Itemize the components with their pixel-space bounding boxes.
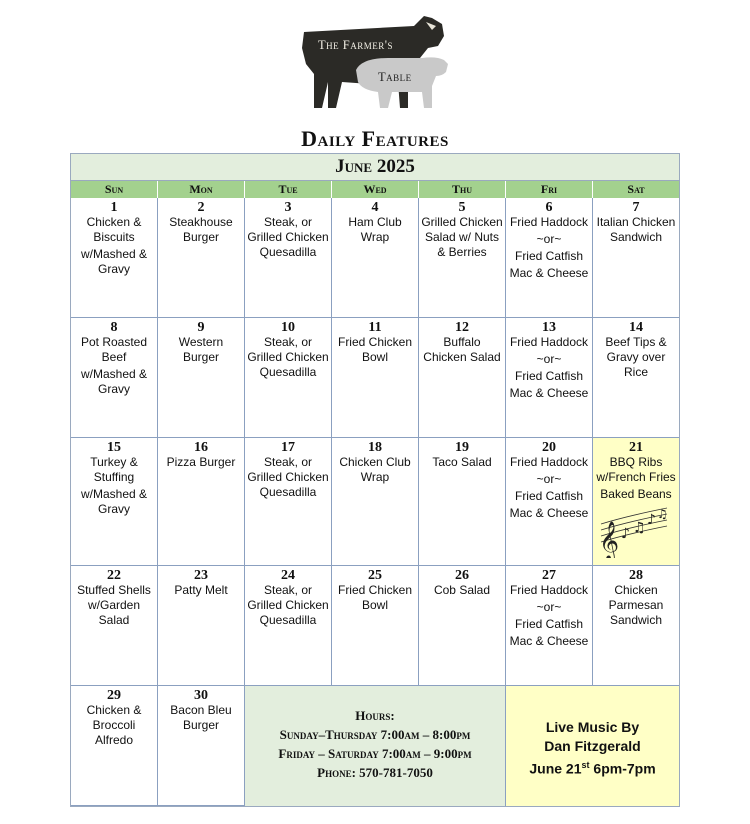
menu-item-line: Stuffed Shells (77, 583, 151, 597)
menu-item-line: ~or~ (536, 232, 562, 246)
hours-box (245, 686, 506, 806)
cow-and-pig-icon (296, 12, 456, 114)
menu-item-line: Fried Haddock (509, 215, 589, 229)
menu-item-line: Fried Haddock (509, 335, 589, 349)
day-cell-11 (332, 318, 419, 438)
menu-item-line: Ham Club (348, 215, 402, 229)
menu-item-line: Grilled Chicken (421, 215, 503, 229)
menu-item-line: Steak, or (263, 455, 313, 469)
day-number: 17 (281, 440, 295, 455)
day-number: 30 (194, 688, 208, 703)
day-number: 7 (632, 200, 640, 215)
day-cell-20 (506, 438, 593, 566)
menu-item-line: Gravy (97, 502, 130, 516)
day-of-week-header (71, 181, 679, 198)
live-music-date (506, 756, 679, 779)
day-number: 25 (368, 568, 382, 583)
menu-item-line: Steak, or (263, 335, 313, 349)
day-cell-8 (71, 318, 158, 438)
day-cell-5 (419, 198, 506, 318)
menu-item-line: Stuffing (93, 470, 135, 484)
day-cell-19 (419, 438, 506, 566)
day-number: 9 (197, 320, 205, 335)
menu-item-line: Quesadilla (259, 245, 317, 259)
day-number: 20 (542, 440, 556, 455)
day-cell-15 (71, 438, 158, 566)
day-cell-4 (332, 198, 419, 318)
month-heading: June 2025 (71, 154, 679, 181)
day-cell-6 (506, 198, 593, 318)
menu-item-line: Bacon Bleu (170, 703, 232, 717)
menu-item-line: Mac & Cheese (509, 634, 589, 648)
day-cell-22 (71, 566, 158, 686)
day-number: 16 (194, 440, 208, 455)
day-cell-25 (332, 566, 419, 686)
day-cell-27 (506, 566, 593, 686)
music-notes-icon (597, 504, 671, 563)
menu-item-line: Fried Catfish (514, 369, 584, 383)
menu-item-line: w/French Fries (596, 470, 676, 484)
logo-text-line2: Table (378, 70, 412, 84)
day-number: 12 (455, 320, 469, 335)
menu-item-line: Rice (623, 365, 648, 379)
live-music-date-suffix: st (581, 760, 590, 770)
menu-item-line: Gravy (97, 262, 130, 276)
menu-item-line: Broccoli (92, 718, 136, 732)
menu-item-line: Mac & Cheese (509, 506, 589, 520)
menu-item-line: Buffalo (443, 335, 481, 349)
day-number: 11 (368, 320, 382, 335)
menu-item-line: Grilled Chicken (247, 350, 329, 364)
menu-item-line: Sandwich (609, 230, 663, 244)
day-cell-28 (593, 566, 679, 686)
menu-item-line: Patty Melt (174, 583, 228, 597)
day-number: 3 (284, 200, 292, 215)
menu-item-line: Burger (182, 230, 220, 244)
menu-item-line: Italian Chicken (596, 215, 676, 229)
day-cell-24 (245, 566, 332, 686)
day-cell-14 (593, 318, 679, 438)
menu-item-line: Taco Salad (432, 455, 492, 469)
day-number: 18 (368, 440, 382, 455)
day-number: 26 (455, 568, 469, 583)
day-of-week-sun: Sun (71, 181, 158, 198)
day-number: 5 (458, 200, 466, 215)
menu-item-line: w/Garden (87, 598, 141, 612)
menu-item-line: Chicken Club (339, 455, 411, 469)
logo-text-line1: The Farmer's (318, 38, 393, 52)
calendar (70, 153, 680, 807)
day-cell-18 (332, 438, 419, 566)
day-cell-2 (158, 198, 245, 318)
menu-item-line: Beef (101, 350, 127, 364)
menu-item-line: Fried Haddock (509, 583, 589, 597)
live-music-time: 6pm-7pm (589, 760, 656, 777)
menu-item-line: Bowl (361, 598, 388, 612)
menu-item-line: Grilled Chicken (247, 598, 329, 612)
day-number: 13 (542, 320, 556, 335)
menu-item-line: ~or~ (536, 472, 562, 486)
day-cell-30 (158, 686, 245, 806)
svg-text:♪: ♪ (647, 512, 656, 528)
day-cell-13 (506, 318, 593, 438)
svg-text:♫: ♫ (657, 507, 668, 521)
menu-item-line: Quesadilla (259, 485, 317, 499)
svg-text:♪: ♪ (621, 526, 630, 542)
day-cell-7 (593, 198, 679, 318)
day-number: 10 (281, 320, 295, 335)
menu-item-line: Biscuits (93, 230, 135, 244)
hours-weekend: Friday – Saturday 7:00am – 9:00pm (278, 746, 472, 761)
menu-item-line: Grilled Chicken (247, 230, 329, 244)
day-cell-12 (419, 318, 506, 438)
day-cell-17 (245, 438, 332, 566)
svg-text:♫: ♫ (633, 520, 646, 536)
live-music-box (506, 686, 679, 806)
live-music-date-day: June 21 (529, 760, 582, 777)
menu-item-line: Steakhouse (169, 215, 233, 229)
day-number: 19 (455, 440, 469, 455)
menu-item-line: Pizza Burger (166, 455, 236, 469)
menu-item-line: Salad (98, 613, 130, 627)
day-cell-3 (245, 198, 332, 318)
day-number: 14 (629, 320, 643, 335)
day-cell-29 (71, 686, 158, 806)
day-cell-16 (158, 438, 245, 566)
menu-item-line: w/Mashed & (80, 367, 148, 381)
menu-item-line: Burger (182, 718, 220, 732)
day-number: 8 (110, 320, 118, 335)
day-number: 22 (107, 568, 121, 583)
menu-item-line: & Berries (437, 245, 487, 259)
menu-item-line: Quesadilla (259, 613, 317, 627)
menu-item-line: Wrap (360, 230, 390, 244)
day-number: 21 (629, 440, 643, 455)
menu-item-line: w/Mashed & (80, 487, 148, 501)
day-of-week-wed: Wed (332, 181, 419, 198)
menu-item-line: Pot Roasted (80, 335, 148, 349)
menu-item-line: Burger (182, 350, 220, 364)
logo (296, 12, 456, 114)
day-number: 29 (107, 688, 121, 703)
day-number: 2 (197, 200, 205, 215)
menu-item-line: Steak, or (263, 583, 313, 597)
day-number: 23 (194, 568, 208, 583)
menu-item-line: Baked Beans (600, 487, 672, 501)
day-number: 27 (542, 568, 556, 583)
menu-item-line: Alfredo (94, 733, 134, 747)
menu-item-line: Cob Salad (433, 583, 491, 597)
day-cell-21 (593, 438, 679, 566)
live-music-line1: Live Music By (545, 719, 640, 735)
menu-item-line: Chicken (614, 583, 658, 597)
day-number: 4 (371, 200, 379, 215)
menu-item-line: Fried Catfish (514, 249, 584, 263)
menu-item-line: Steak, or (263, 215, 313, 229)
menu-item-line: Sandwich (609, 613, 663, 627)
svg-text:𝄞: 𝄞 (599, 521, 620, 558)
live-music-performer: Dan Fitzgerald (544, 738, 641, 754)
menu-item-line: Beef Tips & (605, 335, 667, 349)
menu-item-line: Chicken Salad (423, 350, 501, 364)
menu-item-line: Salad w/ Nuts (424, 230, 500, 244)
menu-item-line: ~or~ (536, 600, 562, 614)
menu-item-line: Bowl (361, 350, 388, 364)
menu-item-line: Western (178, 335, 224, 349)
menu-item-line: BBQ Ribs (609, 455, 663, 469)
menu-item-line: Chicken & (86, 703, 142, 717)
day-of-week-fri: Fri (506, 181, 593, 198)
menu-item-line: Fried Chicken (337, 583, 413, 597)
day-cell-26 (419, 566, 506, 686)
menu-item-line: Fried Catfish (514, 489, 584, 503)
day-of-week-thu: Thu (419, 181, 506, 198)
day-number: 15 (107, 440, 121, 455)
day-cell-10 (245, 318, 332, 438)
menu-item-line: Wrap (360, 470, 390, 484)
hours-weekday: Sunday–Thursday 7:00am – 8:00pm (279, 727, 471, 742)
day-cell-9 (158, 318, 245, 438)
menu-item-line: ~or~ (536, 352, 562, 366)
hours-heading: Hours: (355, 708, 395, 723)
menu-item-line: Fried Haddock (509, 455, 589, 469)
menu-item-line: Mac & Cheese (509, 266, 589, 280)
menu-item-line: Grilled Chicken (247, 470, 329, 484)
menu-item-line: Gravy (97, 382, 130, 396)
menu-item-line: Parmesan (608, 598, 664, 612)
day-cell-23 (158, 566, 245, 686)
day-of-week-mon: Mon (158, 181, 245, 198)
menu-item-line: Fried Chicken (337, 335, 413, 349)
day-number: 28 (629, 568, 643, 583)
menu-item-line: Turkey & (90, 455, 138, 469)
day-number: 6 (545, 200, 553, 215)
menu-item-line: w/Mashed & (80, 247, 148, 261)
page-title: Daily Features (301, 126, 449, 151)
day-of-week-tue: Tue (245, 181, 332, 198)
day-cell-1 (71, 198, 158, 318)
menu-item-line: Quesadilla (259, 365, 317, 379)
day-number: 1 (110, 200, 118, 215)
menu-item-line: Fried Catfish (514, 617, 584, 631)
phone-number: Phone: 570-781-7050 (317, 765, 433, 780)
menu-item-line: Mac & Cheese (509, 386, 589, 400)
menu-item-line: Chicken & (86, 215, 142, 229)
day-number: 24 (281, 568, 295, 583)
menu-item-line: Gravy over (606, 350, 666, 364)
day-of-week-sat: Sat (593, 181, 679, 198)
